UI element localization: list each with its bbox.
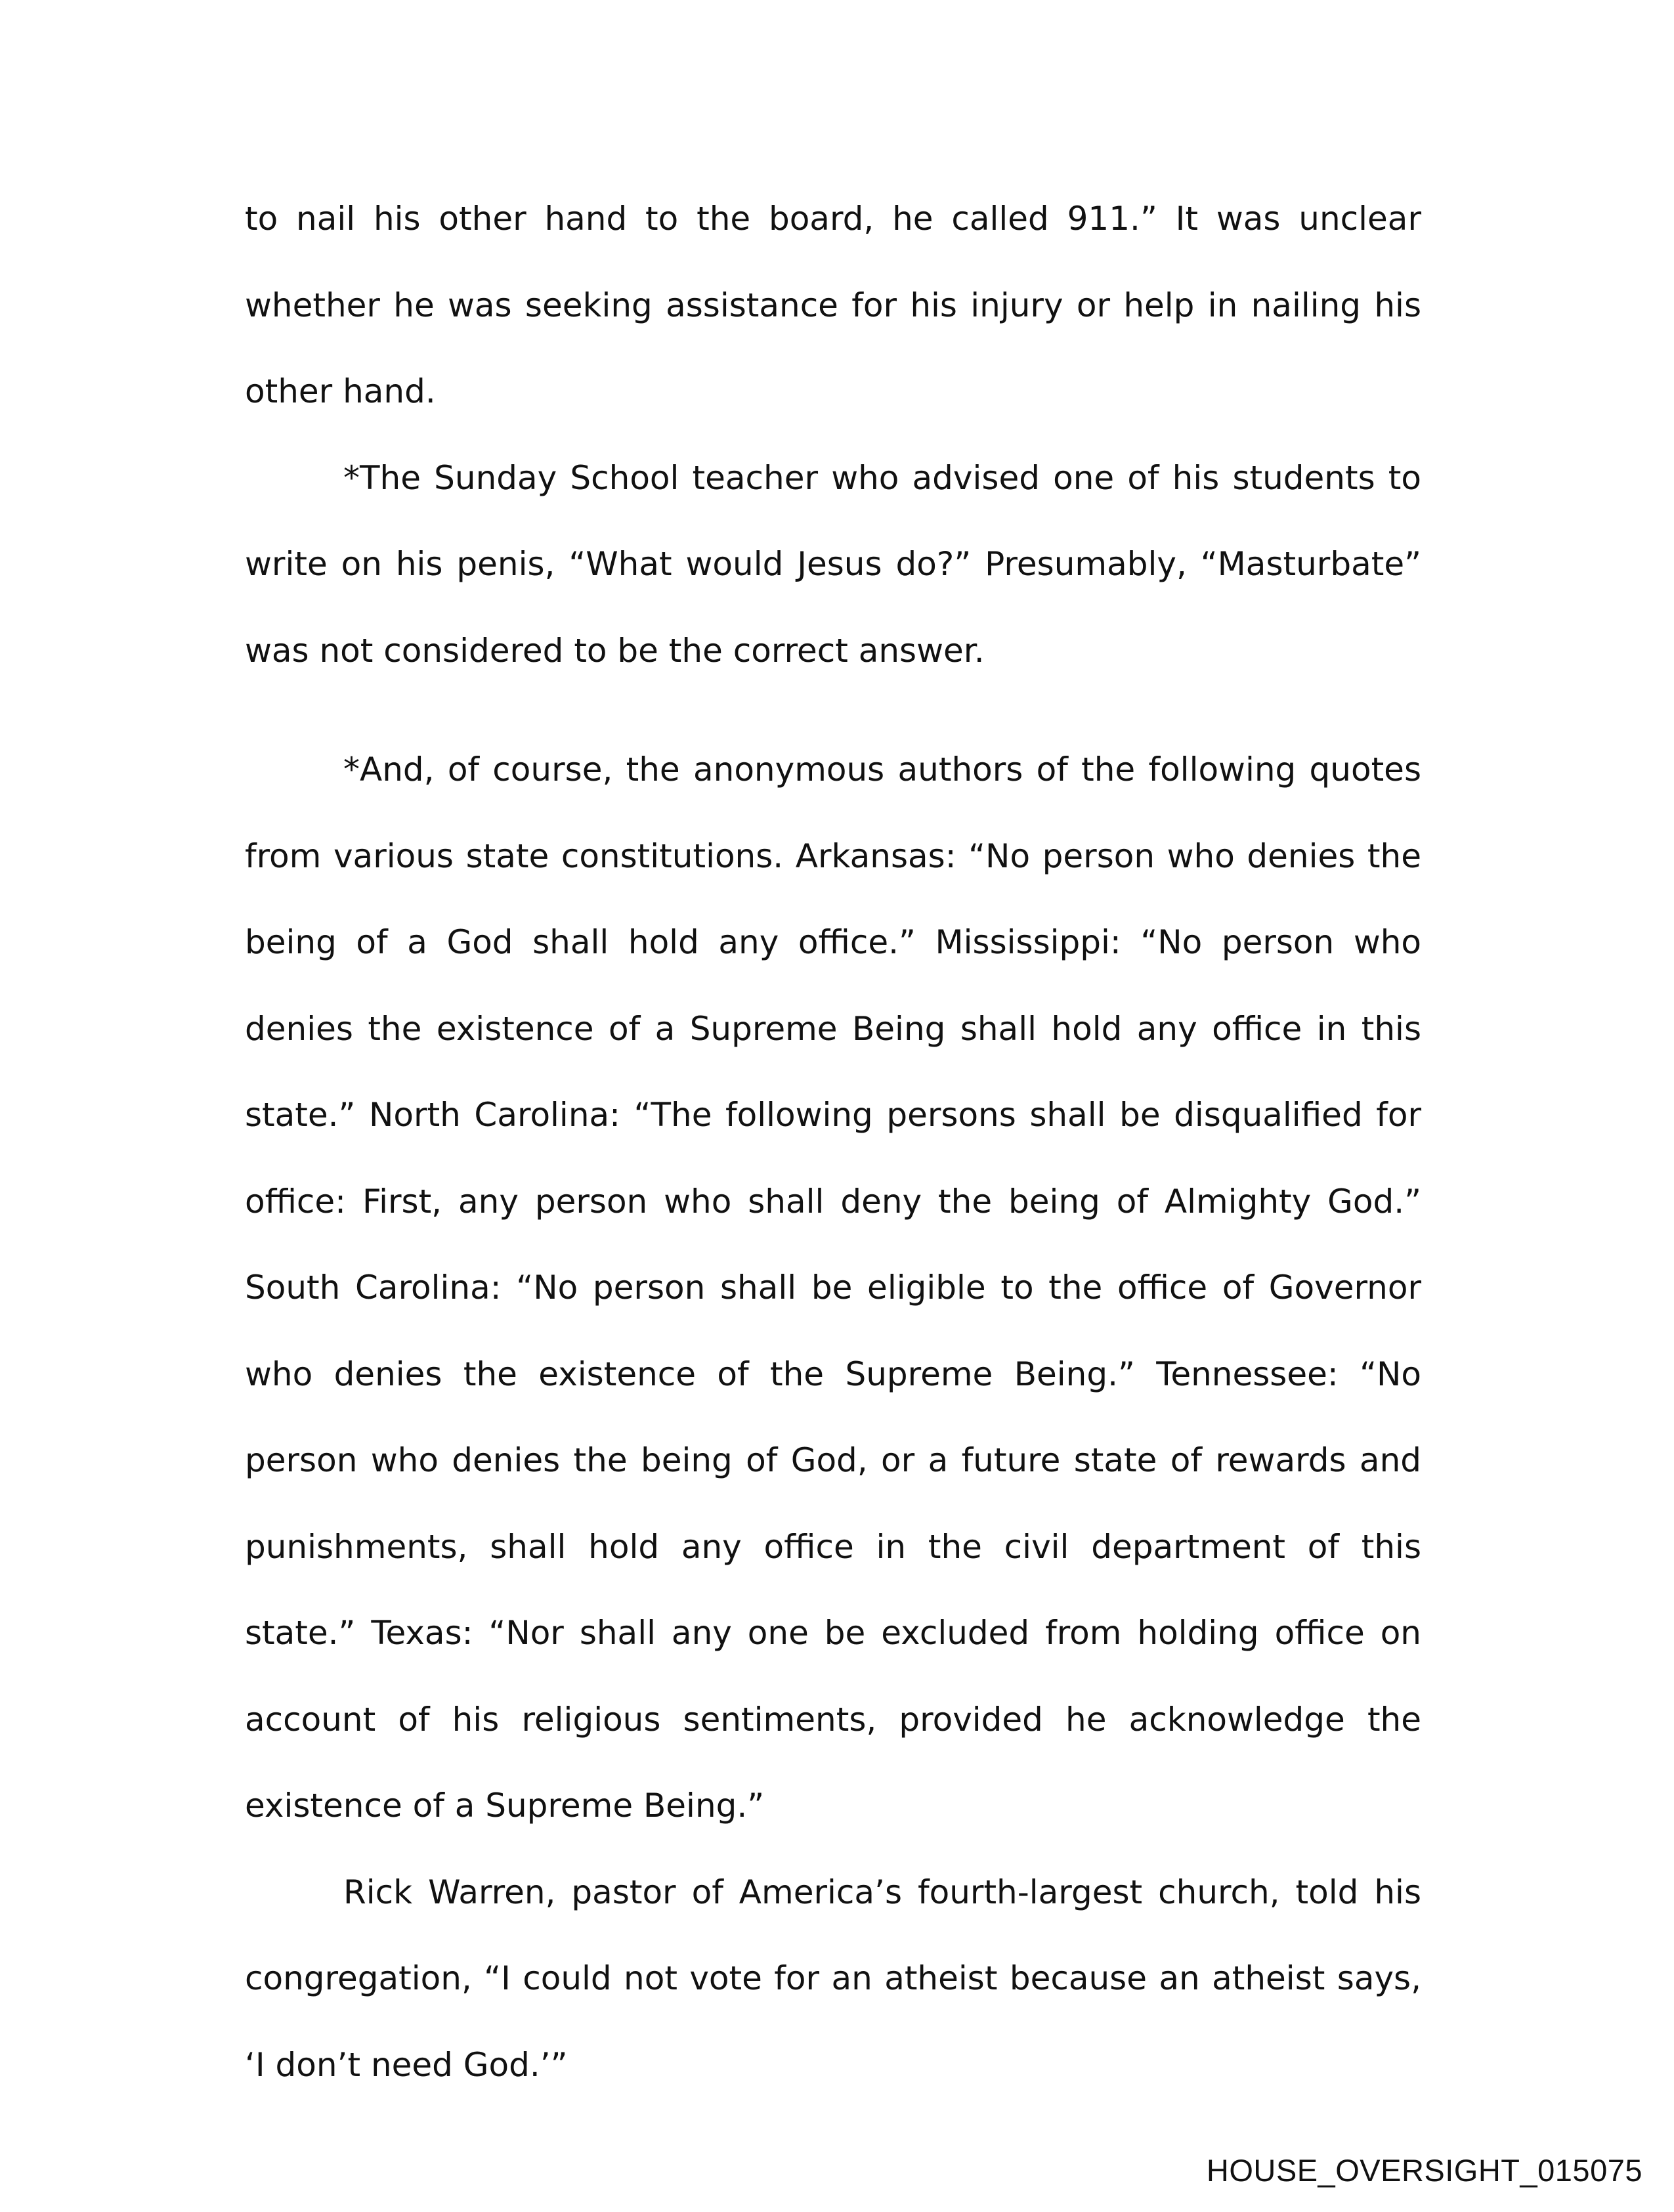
paragraph-continuation: to nail his other hand to the board, he called 911.” It was unclear whether he was seeking assistance for his injury or help in nailing his other hand. xyxy=(245,200,1421,410)
paragraph-state-constitutions: *And, of course, the anonymous authors of the following quotes from various state constitutions. Arkansas: “No person who denies the being of a God shall hold any office.” Mississippi: “No person who denies the existence of a Supreme Being shall hold any office in this state.” North Carolina: “The following persons shall be disqualified for office: First, any person who shall deny the being of Almighty God.” South Carolina: “No person shall be eligible to the office of Governor who denies the existence of the Supreme Being.” Tennessee: “No person who denies the being of God, or a future state of rewards and punishments, shall hold any office in the civil department of this state.” Texas: “Nor shall any one be excluded from holding office on account of his religious sentiments, provided he acknowledge the existence of a Supreme Being.” xyxy=(245,750,1421,1825)
paragraph-rick-warren: Rick Warren, pastor of America’s fourth-largest church, told his congregation, “I could not vote for an atheist because an atheist says, ‘I don’t need God.’” xyxy=(245,1873,1421,2084)
paragraph-sunday-school: *The Sunday School teacher who advised one of his students to write on his penis, “What would Jesus do?” Presumably, “Masturbate” was not considered to be the correct answer. xyxy=(245,458,1421,670)
bates-number: HOUSE_OVERSIGHT_015075 xyxy=(1206,2153,1642,2188)
document-body xyxy=(245,176,1421,2108)
